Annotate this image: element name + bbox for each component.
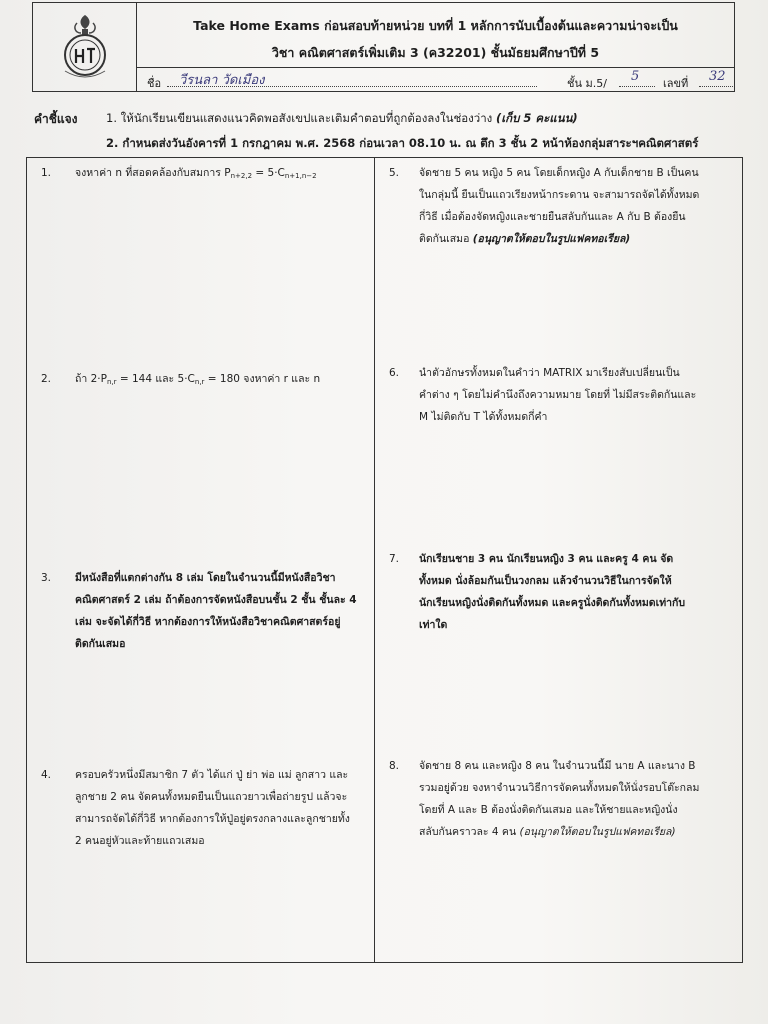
question-number: 3. [41, 572, 52, 584]
school-logo-icon [55, 11, 115, 85]
question-number: 7. [389, 553, 400, 565]
question-text: ถ้า $2\cdot P_{n,r} = 144$ และ $5\cdot C_{n,r} = 180$ จงหาค่า r และ n [75, 373, 321, 386]
instruction-2: 2. กำหนดส่งวันอังคารที่ 1 กรกฎาคม พ.ศ. 2568 ก่อนเวลา 08.10 น. ณ ตึก 3 ชั้น 2 หน้าห้องกลุ่มสาระฯคณิตศาสตร์ [106, 136, 699, 150]
question-text: ครอบครัวหนึ่งมีสมาชิก 7 ตัว ได้แก่ ปู่ ย่า พ่อ แม่ ลูกสาว และ ลูกชาย 2 คน จัดคนทั้งหมดยืนเป็นแถวยาวเพื่อถ่ายรูป แล้วจะ สามารถจัดได้กี่วิธี หากต้องการให้ปู่อยู่ตรงกลางและลูกชายทั้ง 2 คนอยู่หัวและท้ายแถวเสมอ [75, 769, 350, 847]
class-label: ชั้น ม.5/ [567, 77, 607, 90]
question-text: จัดชาย 8 คน และหญิง 8 คน ในจำนวนนี้มี นาย A และนาง B รวมอยู่ด้วย จงหาจำนวนวิธีการจัดคนทั้งหมดให้นั่งรอบโต๊ะกลม โดยที่ A และ B ต้องนั่งติดกันเสมอ และให้ชายและหญิงนั่ง สลับกันคราวละ 4 คน (อนุญาตให้ตอบในรูปแฟคทอเรียล) [419, 760, 700, 838]
number-value: 32 [709, 69, 726, 84]
class-value: 5 [631, 69, 640, 84]
question-number: 6. [389, 367, 400, 379]
question-number: 5. [389, 167, 400, 179]
school-logo-cell [33, 3, 137, 91]
class-dotted-line [619, 86, 655, 87]
question-number: 1. [41, 167, 52, 179]
name-label: ชื่อ [147, 77, 162, 90]
number-dotted-line [699, 86, 733, 87]
student-name: วีรนลา วัดเมือง [179, 73, 265, 88]
question-number: 4. [41, 769, 52, 781]
header-box [32, 2, 735, 92]
factorial-note: (อนุญาตให้ตอบในรูปแฟคทอเรียล) [472, 233, 631, 245]
factorial-note: (อนุญาตให้ตอบในรูปแฟคทอเรียล) [519, 826, 676, 838]
question-number: 8. [389, 760, 400, 772]
instruction-1 [106, 110, 578, 128]
question-text: นำตัวอักษรทั้งหมดในคำว่า MATRIX มาเรียงสับเปลี่ยนเป็น คำต่าง ๆ โดยไม่คำนึงถึงความหมาย โดยที่ ไม่มีสระติดกันและ M ไม่ติดกับ T ได้ทั้งหมดกี่คำ [419, 367, 697, 423]
question-grid [26, 157, 743, 963]
instruction-1-points: (เก็บ 5 คะแนน) [495, 111, 578, 125]
exam-title: Take Home Exams ก่อนสอบท้ายหน่วย บทที่ 1 หลักการนับเบื้องต้นและความน่าจะเป็น [193, 18, 678, 33]
question-number: 2. [41, 373, 52, 385]
question-text: จัดชาย 5 คน หญิง 5 คน โดยเด็กหญิง A กับเด็กชาย B เป็นคน ในกลุ่มนี้ ยืนเป็นแถวเรียงหน้ากระดาน จะสามารถจัดได้ทั้งหมด กี่วิธี เมื่อต้องจัดหญิงและชายยืนสลับกันและ A กับ B ต้องยืน ติดกันเสมอ (อนุญาตให้ตอบในรูปแฟคทอเรียล) [419, 167, 700, 245]
question-text: นักเรียนชาย 3 คน นักเรียนหญิง 3 คน และครู 4 คน จัด ทั้งหมด นั่งล้อมกันเป็นวงกลม แล้วจำนวนวิธีในการจัดให้ นักเรียนหญิงนั่งติดกันทั้งหมด และครูนั่งติดกันทั้งหมดเท่ากับ เท่าใด [419, 553, 686, 631]
question-text: จงหาค่า n ที่สอดคล้องกับสมการ $P_{n+2,2} = 5\cdot C_{n+1,n-2}$ [75, 167, 317, 180]
number-label: เลขที่ [663, 77, 689, 90]
question-text: มีหนังสือที่แตกต่างกัน 8 เล่ม โดยในจำนวนนี้มีหนังสือวิชา คณิตศาสตร์ 2 เล่ม ถ้าต้องการจัดหนังสือบนชั้น 2 ชั้น ชั้นละ 4 เล่ม จะจัดได้กี่วิธี หากต้องการให้หนังสือวิชาคณิตศาสตร์อยู่ ติดกันเสมอ [75, 572, 357, 650]
column-divider [374, 158, 375, 962]
student-info-row [137, 67, 734, 92]
subject-line: วิชา คณิตศาสตร์เพิ่มเติม 3 (ค32201) ชั้นมัธยมศึกษาปีที่ 5 [271, 45, 600, 60]
instructions-label: คำชี้แจง [34, 112, 78, 126]
instruction-1-text: 1. ให้นักเรียนเขียนแสดงแนวคิดพอสังเขปและเติมคำตอบที่ถูกต้องลงในช่องว่าง [106, 111, 493, 125]
